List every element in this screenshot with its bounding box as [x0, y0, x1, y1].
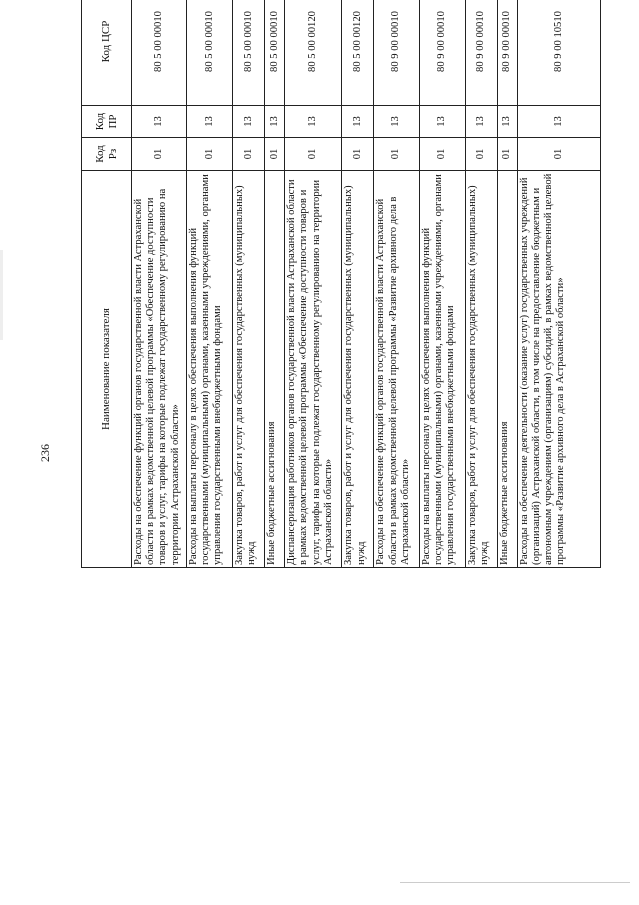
- scan-artifact-line: [400, 882, 630, 883]
- row-rz: 01: [517, 138, 600, 171]
- header-name: Наименование показателя: [82, 171, 132, 568]
- row-csr: 80 5 00 00010: [233, 0, 265, 106]
- row-csr: 80 5 00 00120: [285, 0, 342, 106]
- page-number: 236: [38, 444, 52, 462]
- row-rz: 01: [265, 138, 285, 171]
- row-name: Иные бюджетные ассигнования: [265, 171, 285, 568]
- row-pr: 13: [342, 106, 374, 138]
- row-name: Закупка товаров, работ и услуг для обеспечения государственных (муниципальных) нужд: [465, 171, 497, 568]
- row-name: Закупка товаров, работ и услуг для обеспечения государственных (муниципальных) нужд: [233, 171, 265, 568]
- row-rz: 01: [342, 138, 374, 171]
- row-rz: 01: [374, 138, 419, 171]
- table-row: [517, 0, 600, 568]
- row-pr: 13: [233, 106, 265, 138]
- table-row: [374, 0, 419, 568]
- row-csr: 80 5 00 00010: [265, 0, 285, 106]
- budget-table: [81, 0, 601, 568]
- row-name: Расходы на обеспечение функций органов государственной власти Астраханской области в рамках ведомственной целевой программы «Обеспечение доступности товаров и услуг, тарифы на которые подлежат государственному регулированию на территории Астраханской области»: [132, 171, 187, 568]
- table-row: [419, 0, 465, 568]
- row-rz: 01: [497, 138, 517, 171]
- row-pr: 13: [517, 106, 600, 138]
- header-rz: Код Рз: [82, 138, 132, 171]
- row-rz: 01: [419, 138, 465, 171]
- row-rz: 01: [187, 138, 233, 171]
- row-pr: 13: [132, 106, 187, 138]
- table-row: [233, 0, 265, 568]
- table-row: [265, 0, 285, 568]
- table-row: [285, 0, 342, 568]
- row-pr: 13: [419, 106, 465, 138]
- row-name: Расходы на обеспечение функций органов государственной власти Астраханской области в рамках ведомственной целевой программы «Развитие архивного дела в Астраханской области»: [374, 171, 419, 568]
- row-pr: 13: [374, 106, 419, 138]
- row-csr: 80 9 00 00010: [419, 0, 465, 106]
- header-csr: Код ЦСР: [82, 0, 132, 106]
- row-pr: 13: [265, 106, 285, 138]
- row-rz: 01: [465, 138, 497, 171]
- table-row: [187, 0, 233, 568]
- header-pr: Код ПР: [82, 106, 132, 138]
- row-rz: 01: [233, 138, 265, 171]
- scan-artifact: [0, 250, 3, 340]
- rotated-table-area: [81, 11, 601, 858]
- row-csr: 80 5 00 00010: [132, 0, 187, 106]
- table-header-row: [82, 0, 132, 568]
- table-row: [465, 0, 497, 568]
- row-name: Диспансеризация работников органов государственной власти Астраханской области в рамках ведомственной целевой программы «Обеспечение доступности товаров и услуг, тарифы на которые подлежат государственному регулированию на территории Астраханской области»: [285, 171, 342, 568]
- row-csr: 80 5 00 00010: [187, 0, 233, 106]
- row-name: Расходы на выплаты персоналу в целях обеспечения выполнения функций государственными (муниципальными) органами, казенными учреждениями, органами управления государственными внебюджетными фондами: [419, 171, 465, 568]
- row-csr: 80 9 00 00010: [465, 0, 497, 106]
- row-name: Закупка товаров, работ и услуг для обеспечения государственных (муниципальных) нужд: [342, 171, 374, 568]
- row-pr: 13: [285, 106, 342, 138]
- table-row: [497, 0, 517, 568]
- row-csr: 80 9 00 00010: [374, 0, 419, 106]
- row-pr: 13: [187, 106, 233, 138]
- row-name: Иные бюджетные ассигнования: [497, 171, 517, 568]
- row-name: Расходы на выплаты персоналу в целях обеспечения выполнения функций государственными (муниципальными) органами, казенными учреждениями, органами управления государственными внебюджетными фондами: [187, 171, 233, 568]
- row-name: Расходы на обеспечение деятельности (оказание услуг) государственных учреждений (организаций) Астраханской области, в том числе на предоставление бюджетным и автономным учреждениям (организациям) субсидий, в рамках ведомственной целевой программы «Развитие архивного дела в Астраханской области»: [517, 171, 600, 568]
- row-csr: 80 9 00 00010: [497, 0, 517, 106]
- table-row: [342, 0, 374, 568]
- row-rz: 01: [132, 138, 187, 171]
- row-rz: 01: [285, 138, 342, 171]
- row-pr: 13: [497, 106, 517, 138]
- row-csr: 80 5 00 00120: [342, 0, 374, 106]
- row-pr: 13: [465, 106, 497, 138]
- row-csr: 80 9 00 10510: [517, 0, 600, 106]
- table-row: [132, 0, 187, 568]
